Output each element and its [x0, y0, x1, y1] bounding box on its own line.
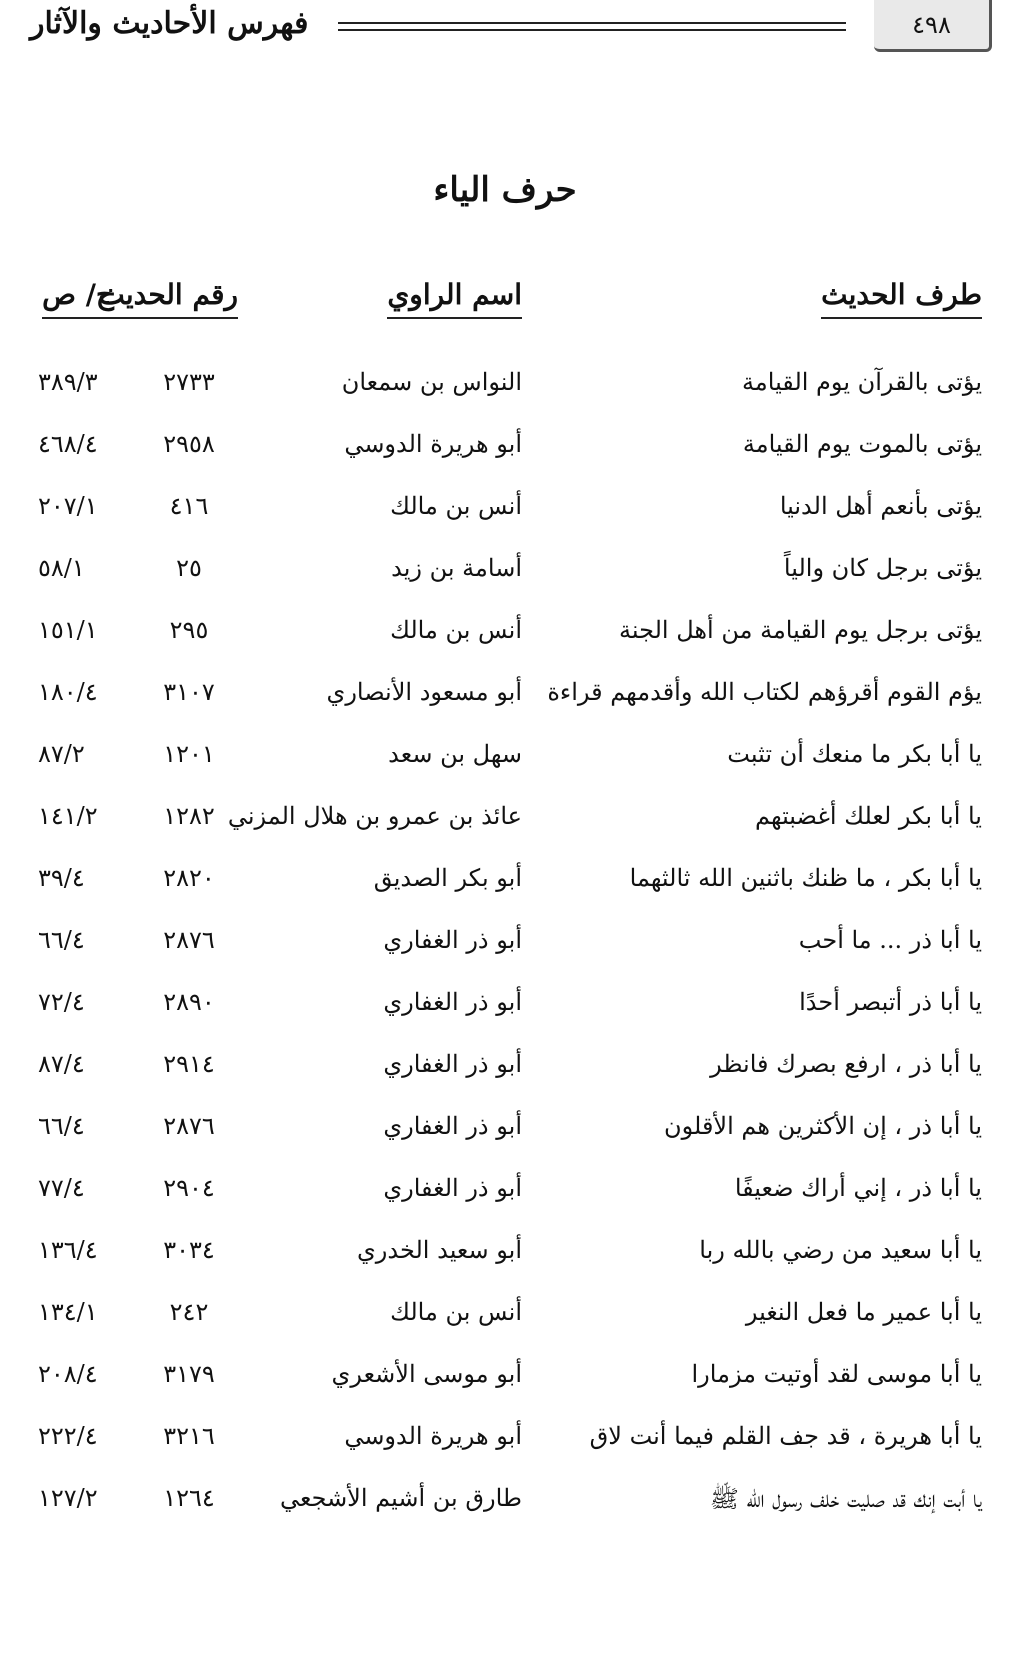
table-row: [38, 1224, 982, 1286]
narrator-name: أبو سعيد الخدري: [357, 1236, 522, 1264]
hadith-number: ٤١٦: [169, 492, 209, 520]
hadith-text: يؤتى بأنعم أهل الدنيا: [779, 492, 982, 520]
table-row: [38, 1472, 982, 1534]
hadith-number: ٢٨٢٠: [163, 864, 215, 892]
hadith-text: يا أبا ذر ، إن الأكثرين هم الأقلون: [663, 1112, 982, 1140]
volume-page-ref: ١٣٦/٤: [38, 1236, 98, 1264]
volume-page-ref: ٥٨/١: [38, 554, 85, 582]
volume-page-ref: ٦٦/٤: [38, 926, 85, 954]
hadith-number: ١٢٠١: [163, 740, 215, 768]
hadith-index-table: [38, 278, 982, 1534]
narrator-name: طارق بن أشيم الأشجعي: [280, 1484, 522, 1512]
narrator-name: أبو مسعود الأنصاري: [326, 678, 522, 706]
table-row: [38, 1100, 982, 1162]
narrator-name: أبو هريرة الدوسي: [344, 1422, 522, 1450]
narrator-name: أبو ذر الغفاري: [383, 926, 522, 954]
hadith-text: يا أبا ذر ... ما أحب: [798, 926, 982, 954]
hadith-text: يا أبا بكر لعلك أغضبتهم: [755, 802, 982, 830]
hadith-number: ٢٩٠٤: [163, 1174, 215, 1202]
table-row: [38, 976, 982, 1038]
narrator-name: النواس بن سمعان: [341, 368, 522, 396]
volume-page-ref: ١٥١/١: [38, 616, 98, 644]
running-title: فهرس الأحاديث والآثار: [30, 6, 309, 41]
volume-page-ref: ٧٧/٤: [38, 1174, 85, 1202]
hadith-number: ٢٧٣٣: [163, 368, 215, 396]
table-header-row: [38, 278, 982, 356]
hadith-text: يا أبا ذر أتبصر أحدًا: [799, 988, 982, 1016]
hadith-text: يا أبا ذر ، ارفع بصرك فانظر: [710, 1050, 982, 1078]
table-row: [38, 666, 982, 728]
hadith-number: ٢٤٢: [169, 1298, 209, 1326]
table-body: [38, 356, 982, 1534]
table-row: [38, 418, 982, 480]
volume-page-ref: ٦٦/٤: [38, 1112, 85, 1140]
table-row: [38, 356, 982, 418]
hadith-number: ٢٩٥: [169, 616, 209, 644]
column-header-narrator: اسم الراوي: [387, 278, 522, 319]
table-row: [38, 852, 982, 914]
section-title: حرف الياء: [433, 170, 577, 210]
header-double-rule: [338, 22, 846, 31]
volume-page-ref: ١٤١/٢: [38, 802, 98, 830]
table-row: [38, 1348, 982, 1410]
narrator-name: أبو هريرة الدوسي: [344, 430, 522, 458]
hadith-number: ٢٩٥٨: [163, 430, 215, 458]
hadith-text: يا أبا ذر ، إني أراك ضعيفًا: [734, 1174, 982, 1202]
narrator-name: أبو ذر الغفاري: [383, 1174, 522, 1202]
page-number: ٤٩٨: [874, 0, 992, 52]
page-header: [0, 0, 1010, 60]
table-row: [38, 1410, 982, 1472]
volume-page-ref: ٢٠٨/٤: [38, 1360, 98, 1388]
volume-page-ref: ٢٢٢/٤: [38, 1422, 98, 1450]
volume-page-ref: ١٣٤/١: [38, 1298, 98, 1326]
volume-page-ref: ١٨٠/٤: [38, 678, 98, 706]
hadith-text: يا أبا بكر ، ما ظنك باثنين الله ثالثهما: [629, 864, 982, 892]
table-row: [38, 480, 982, 542]
table-row: [38, 1038, 982, 1100]
hadith-text: يا أبت إنك قد صليت خلف رسول الله ﷺ: [709, 1485, 982, 1513]
hadith-text: يا أبا عمير ما فعل النغير: [745, 1298, 982, 1326]
hadith-text: يؤتى بالموت يوم القيامة: [742, 430, 982, 458]
table-row: [38, 914, 982, 976]
hadith-number: ١٢٦٤: [163, 1484, 215, 1512]
narrator-name: أبو ذر الغفاري: [383, 988, 522, 1016]
volume-page-ref: ٣٩/٤: [38, 864, 85, 892]
hadith-number: ٢٨٧٦: [163, 926, 215, 954]
hadith-number: ٣١٠٧: [163, 678, 215, 706]
narrator-name: أنس بن مالك: [390, 616, 522, 644]
table-row: [38, 1286, 982, 1348]
table-row: [38, 728, 982, 790]
hadith-number: ٣٢١٦: [163, 1422, 215, 1450]
narrator-name: أبو موسى الأشعري: [331, 1360, 522, 1388]
volume-page-ref: ٨٧/٤: [38, 1050, 85, 1078]
volume-page-ref: ٣٨٩/٣: [38, 368, 98, 396]
narrator-name: أبو بكر الصديق: [373, 864, 522, 892]
volume-page-ref: ٨٧/٢: [38, 740, 85, 768]
table-row: [38, 542, 982, 604]
column-header-ref: ج/ ص: [42, 278, 114, 319]
table-row: [38, 604, 982, 666]
hadith-text: يؤتى بالقرآن يوم القيامة: [742, 368, 982, 396]
column-header-number: رقم الحديث: [98, 278, 238, 319]
column-header-hadith: طرف الحديث: [821, 278, 982, 319]
hadith-text: يا أبا بكر ما منعك أن تثبت: [727, 740, 982, 768]
hadith-number: ١٢٨٢: [163, 802, 215, 830]
hadith-number: ٢٨٩٠: [163, 988, 215, 1016]
volume-page-ref: ٢٠٧/١: [38, 492, 98, 520]
narrator-name: عائذ بن عمرو بن هلال المزني: [227, 802, 522, 830]
hadith-text: يا أبا موسى لقد أوتيت مزمارا: [691, 1360, 982, 1388]
narrator-name: أنس بن مالك: [390, 1298, 522, 1326]
hadith-number: ٣١٧٩: [163, 1360, 215, 1388]
narrator-name: أنس بن مالك: [390, 492, 522, 520]
hadith-number: ٢٩١٤: [163, 1050, 215, 1078]
volume-page-ref: ٤٦٨/٤: [38, 430, 98, 458]
hadith-number: ٢٥: [176, 554, 202, 582]
volume-page-ref: ١٢٧/٢: [38, 1484, 98, 1512]
hadith-text: يا أبا سعيد من رضي بالله ربا: [699, 1236, 982, 1264]
table-row: [38, 790, 982, 852]
narrator-name: أبو ذر الغفاري: [383, 1050, 522, 1078]
narrator-name: أسامة بن زيد: [391, 554, 522, 582]
hadith-text: يؤتى برجل يوم القيامة من أهل الجنة: [618, 616, 982, 644]
volume-page-ref: ٧٢/٤: [38, 988, 85, 1016]
hadith-number: ٢٨٧٦: [163, 1112, 215, 1140]
hadith-text: يؤتى برجل كان والياً: [783, 554, 982, 582]
hadith-number: ٣٠٣٤: [163, 1236, 215, 1264]
hadith-text: يؤم القوم أقرؤهم لكتاب الله وأقدمهم قراءة: [547, 678, 982, 706]
table-row: [38, 1162, 982, 1224]
narrator-name: أبو ذر الغفاري: [383, 1112, 522, 1140]
hadith-text: يا أبا هريرة ، قد جف القلم فيما أنت لاق: [589, 1422, 982, 1450]
narrator-name: سهل بن سعد: [388, 740, 522, 768]
